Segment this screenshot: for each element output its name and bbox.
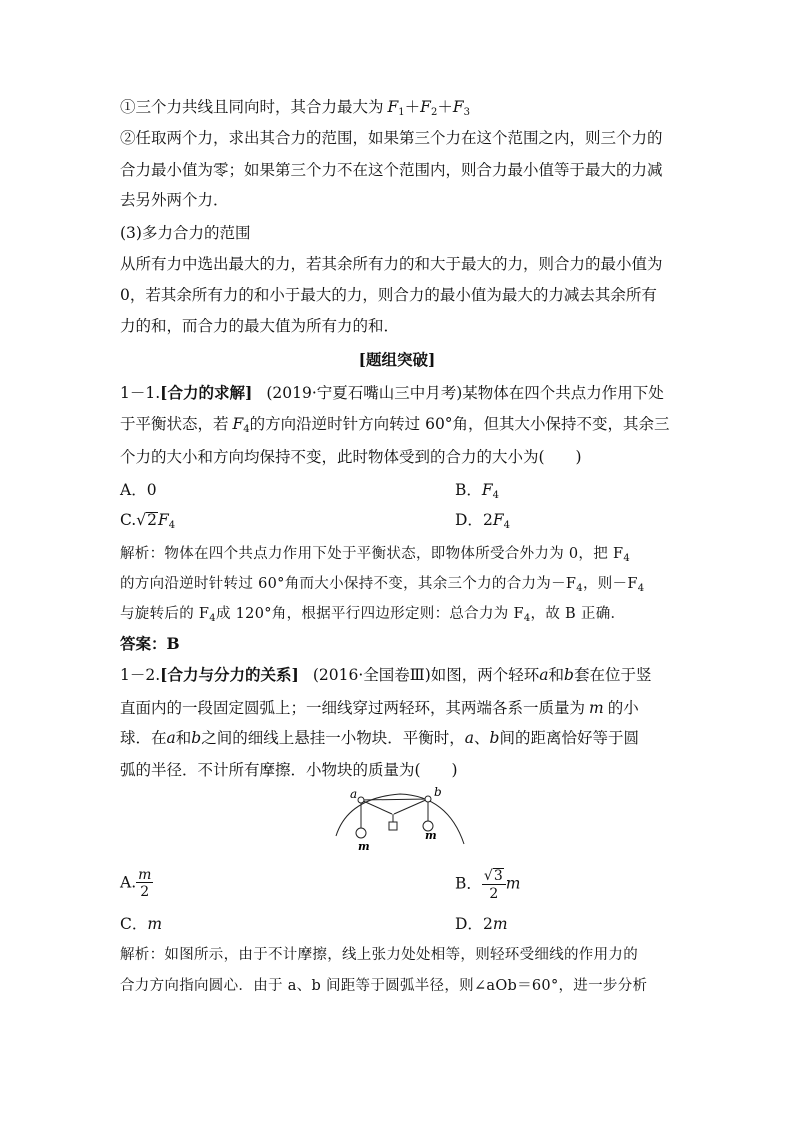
q-tag: [合力的求解] (160, 383, 253, 402)
text: 的方向沿逆时针方向转过 60°角，但其大小保持不变，其余三 (249, 415, 670, 433)
intro-line-8: 力的和，而合力的最大值为所有力的和． (120, 317, 400, 335)
block (389, 822, 397, 830)
label-m-right: m (425, 829, 437, 842)
q-number: 1－1. (120, 384, 161, 402)
q2-explanation-1: 解析：如图所示，由于不计摩擦，线上张力处处相等，则轻环受细线的作用力的 (120, 947, 638, 963)
sub: 4 (492, 490, 500, 501)
denominator: 2 (489, 886, 499, 902)
q1-explanation-1 (120, 544, 630, 564)
q2-option-a (120, 868, 153, 899)
q1-option-c (120, 510, 175, 530)
var-b: b (564, 666, 574, 684)
arc (336, 794, 464, 844)
q2-option-d (455, 914, 508, 934)
text: 间的距离恰好等于圆 (499, 729, 639, 747)
sqrt-radicand: 3 (493, 868, 503, 884)
q2-line-3 (120, 728, 639, 748)
q1-option-d (455, 510, 510, 530)
text: 的方向沿逆时针转过 60°角而大小保持不变，其余三个力的合力为－F (120, 576, 577, 592)
q2-explanation-2: 合力方向指向圆心．由于 a、b 间距等于圆弧半径，则∠aOb＝60°，进一步分析 (120, 978, 648, 994)
sub: 4 (503, 520, 510, 531)
var-f: F (232, 415, 244, 433)
intro-line-4: 去另外两个力． (120, 191, 229, 209)
intro-line-7: 0，若其余所有力的和小于最大的力，则合力的最小值为最大的力减去其余所有 (120, 286, 657, 304)
text: 的小 (607, 699, 639, 717)
arc-diagram (330, 784, 470, 854)
sub: 4 (168, 520, 176, 531)
sub: 4 (243, 424, 250, 435)
string-top (361, 799, 428, 800)
plus: ＋ (404, 98, 421, 116)
sub: 3 (463, 107, 470, 118)
ball-left (356, 828, 366, 838)
var-f: F (492, 511, 504, 529)
text: 之间的细线上悬挂一小物块．平衡时， (201, 729, 465, 747)
q1-option-b (455, 480, 499, 500)
sub: 4 (623, 553, 630, 564)
label: C. (120, 511, 137, 529)
sqrt-sign: √ (136, 511, 147, 529)
label: A. (120, 873, 137, 892)
label: D． (455, 915, 483, 933)
var-b: b (191, 729, 202, 747)
sqrt-radicand: 2 (147, 511, 157, 529)
var-f: F (158, 511, 169, 529)
q1-line-1 (120, 383, 664, 403)
label: D． (455, 511, 483, 529)
q1-line-2 (120, 414, 670, 434)
numerator: √3 (482, 868, 506, 885)
q2-option-c (120, 914, 162, 934)
fraction (136, 868, 153, 899)
sub: 4 (209, 613, 216, 624)
ring-b (425, 796, 431, 802)
text: 成 120°角，根据平行四边形定则：总合力为 F (215, 606, 524, 622)
intro-line-3: 合力最小值为零；如果第三个力不在这个范围内，则合力最小值等于最大的力减 (120, 161, 663, 179)
var-a: a (464, 729, 474, 747)
q2-line-1 (120, 665, 651, 685)
section-title: [题组突破] (358, 350, 436, 369)
var-f3: F (452, 98, 464, 116)
text: 与旋转后的 F (120, 606, 210, 622)
text: 直面内的一段固定圆弧上；一细线穿过两轻环，其两端各系一质量为 (120, 699, 586, 717)
q1-explanation-2 (120, 574, 644, 594)
var-f1: F (387, 98, 399, 116)
q-tag: [合力与分力的关系] (160, 665, 299, 684)
denominator: 2 (140, 884, 150, 900)
string-right (394, 799, 428, 814)
text: (2019·宁夏石嘴山三中月考)某物体在四个共点力作用下处 (266, 384, 664, 402)
label: B． (455, 481, 482, 499)
sub: 1 (398, 107, 405, 118)
label: C． (120, 915, 148, 933)
text: ①三个力共线且同向时，其合力最大为 (120, 98, 384, 116)
var-f2: F (420, 98, 431, 116)
q2-option-b (455, 868, 520, 901)
fraction (482, 868, 506, 901)
intro-line-1 (120, 97, 470, 117)
text: 套在位于竖 (573, 666, 652, 684)
sub: 4 (637, 583, 645, 594)
var-a: a (539, 666, 549, 684)
ring-a (358, 797, 364, 803)
coef: 2 (482, 915, 493, 933)
coef: 2 (482, 511, 493, 529)
text: 于平衡状态，若 (120, 415, 229, 433)
q2-line-2 (120, 698, 639, 718)
sub: 2 (430, 107, 438, 118)
q2-line-4: 弧的半径．不计所有摩擦．小物块的质量为( ) (120, 761, 458, 779)
text: 和 (548, 666, 565, 684)
label: B． (455, 874, 482, 893)
var-b: b (489, 729, 500, 747)
text: ，则－F (582, 576, 638, 592)
label-b: b (434, 785, 442, 799)
intro-line-6: 从所有力中选出最大的力，若其余所有力的和大于最大的力，则合力的最小值为 (120, 255, 663, 273)
var-m: m (492, 915, 508, 933)
var-m: m (589, 699, 604, 717)
text: 和 (175, 729, 192, 747)
intro-line-5: (3)多力合力的范围 (120, 224, 251, 242)
numerator: m (138, 867, 152, 883)
q-number: 1－2. (120, 666, 161, 684)
string-left (361, 800, 392, 814)
sub: 4 (576, 583, 583, 594)
intro-line-2: ②任取两个力，求出其合力的范围，如果第三个力在这个范围之内，则三个力的 (120, 129, 663, 147)
q1-option-a: A．0 (120, 481, 157, 499)
q1-explanation-3 (120, 604, 625, 624)
text: (2016·全国卷Ⅲ)如图，两个轻环 (312, 666, 540, 684)
q1-line-3: 个力的大小和方向均保持不变，此时物体受到的合力的大小为( ) (120, 448, 582, 466)
label-a: a (350, 787, 358, 801)
text: 解析：物体在四个共点力作用下处于平衡状态，即物体所受合外力为 0，把 F (120, 546, 624, 562)
label-m-left: m (358, 840, 370, 853)
var-m: m (505, 874, 521, 893)
text: 球．在 (120, 729, 167, 747)
q1-answer: 答案：B (120, 634, 180, 653)
sub: 4 (523, 613, 531, 624)
plus: ＋ (437, 98, 453, 116)
text: 、 (473, 729, 490, 747)
var-f: F (481, 481, 493, 499)
text: ，故 B 正确． (530, 606, 626, 622)
var-m: m (147, 915, 163, 933)
var-a: a (166, 729, 176, 747)
